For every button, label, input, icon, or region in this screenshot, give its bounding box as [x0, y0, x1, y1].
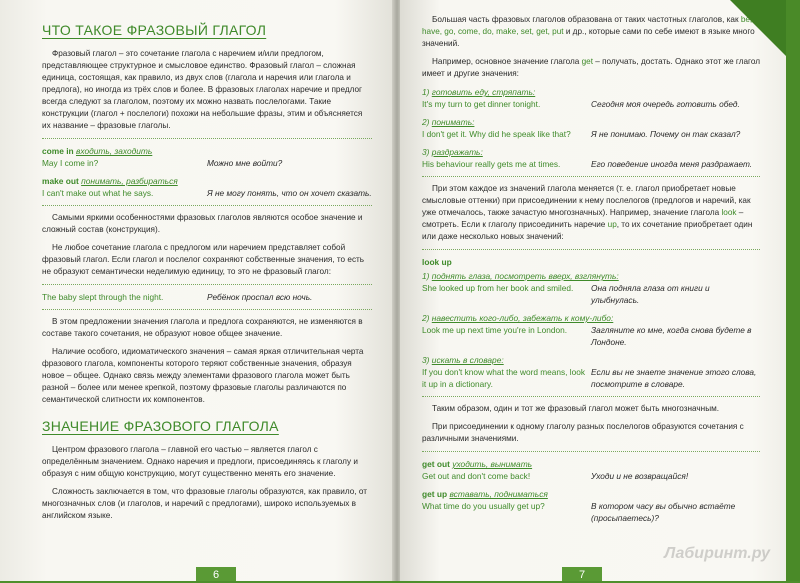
- dotted-divider: [42, 205, 372, 206]
- paragraph: Центром фразового глагола – главной его частью – является глагол с определённым значением. Однако наречия и предлоги, присоединяясь к глаголу и образуя с ним общую конструкцию, могут существенно менять его значение.: [42, 445, 358, 478]
- phrasal-verb: get up: [422, 489, 448, 499]
- paragraph: При этом каждое из значений глагола меняется (т. е. глагол приобретает новые смысловые оттенки) при присоединении к нему послелогов (предлогов и наречий, как уже отмечалось, также зачастую многозначных). Например, значение глагола look – смотреть. Если к глаголу присоединить наречие up, то их сочетание приобретает один или даже несколько новых значений:: [422, 184, 753, 241]
- meaning-heading: 1) поднять глаза, посмотреть вверх, взглянуть:: [422, 271, 619, 281]
- example-row: [422, 500, 760, 524]
- example-english: May I come in?: [42, 158, 99, 168]
- phrasal-verb: look up: [422, 257, 452, 267]
- phrasal-verb: get out: [422, 459, 450, 469]
- paragraph: Большая часть фразовых глаголов образована от таких частотных глаголов, как be, have, go, come, do, make, set, get, put и др., которые сами по себе имеют в языке много значений.: [422, 15, 755, 48]
- watermark: Лабиринт.ру: [664, 545, 770, 562]
- example-heading: [42, 145, 372, 157]
- example-russian: Если вы не знаете значение этого слова, посмотрите в словаре.: [591, 367, 757, 389]
- example-heading: [42, 175, 372, 187]
- meaning-heading: 3) раздражать:: [422, 147, 483, 157]
- example-english: His behaviour really gets me at times.: [422, 159, 561, 169]
- example-heading: [422, 458, 760, 470]
- example-english: I can't make out what he says.: [42, 188, 154, 198]
- example-russian: В котором часу вы обычно встаёте (просыпаетесь)?: [591, 501, 736, 523]
- example-heading: [422, 488, 760, 500]
- example-row: [42, 291, 372, 303]
- phrasal-verb-translation: уходить, вынимать: [452, 459, 533, 469]
- example-english: The baby slept through the night.: [42, 292, 164, 302]
- example-russian: Можно мне войти?: [207, 158, 283, 168]
- example-row: [422, 366, 760, 390]
- phrasal-verb-translation: понимать, разбираться: [81, 176, 178, 186]
- phrasal-verb: come in: [42, 146, 74, 156]
- dotted-divider: [422, 249, 760, 250]
- book-cover-edge-right: [786, 0, 800, 581]
- left-page: [0, 0, 394, 581]
- page-number: 6: [196, 567, 236, 581]
- example-russian: Сегодня моя очередь готовить обед.: [591, 99, 740, 109]
- example-russian: Она подняла глаза от книги и улыбнулась.: [591, 283, 710, 305]
- example-english: Get out and don't come back!: [422, 471, 531, 481]
- phrasal-verb-translation: входить, заходить: [75, 146, 153, 156]
- example-english: What time do you usually get up?: [422, 501, 545, 511]
- example-russian: Ребёнок проспал всю ночь.: [207, 292, 313, 302]
- dotted-divider: [422, 451, 760, 452]
- paragraph: Фразовый глагол – это сочетание глагола с наречием и/или предлогом, представляющее структурное и смысловое единство. Фразовый глагол – сложная единица, состоящая, как правило, из двух слов (глагола и наречия или глагола и предлога), но иногда из трёх слов и более. В фразовых глаголах наречие и предлог всегда следуют за глаголом, поэтому их можно назвать послелогами. Такие конструкции (глагол + послелоги) похожи на небольшие фразы, этим и объясняется их название – фразовые глаголы.: [42, 49, 363, 130]
- meaning-heading: 2) понимать:: [422, 117, 475, 127]
- paragraph: При присоединении к одному глаголу разных послелогов образуются сочетания с различными значениями.: [422, 422, 744, 443]
- example-row: [422, 128, 760, 140]
- paragraph: В этом предложении значения глагола и предлога сохраняются, не изменяются в составе такого сочетания, не образуют новое общее значение.: [42, 317, 363, 338]
- example-russian: Я не понимаю. Почему он так сказал?: [591, 129, 741, 139]
- example-row: [422, 324, 760, 348]
- example-row: [422, 158, 760, 170]
- meaning-heading: 1) готовить еду, стряпать:: [422, 87, 536, 97]
- paragraph: Таким образом, один и тот же фразовый глагол может быть многозначным.: [432, 404, 719, 413]
- example-english: She looked up from her book and smiled.: [422, 283, 574, 293]
- page-number: 7: [562, 567, 602, 581]
- highlighted-verb: get: [581, 57, 593, 66]
- example-row: [422, 282, 760, 306]
- dotted-divider: [422, 176, 760, 177]
- example-english: If you don't know what the word means, look it up in a dictionary.: [422, 367, 586, 389]
- dotted-divider: [42, 284, 372, 285]
- example-russian: Уходи и не возвращайся!: [591, 471, 689, 481]
- highlighted-verbs: be, have, go, come, do, make, set, get, put: [422, 15, 753, 36]
- dotted-divider: [42, 309, 372, 310]
- example-english: Look me up next time you're in London.: [422, 325, 568, 335]
- paragraph: Не любое сочетание глагола с предлогом или наречием представляет собой фразовый глагол. Если глагол и послелог сохраняют собственные значения, то есть не образуют семантически неделимую единицу, то это не фразовый глагол:: [42, 243, 365, 276]
- phrasal-verb-translation: вставать, подниматься: [449, 489, 548, 499]
- meaning-heading: 3) искать в словаре:: [422, 355, 504, 365]
- example-russian: Загляните ко мне, когда снова будете в Лондоне.: [591, 325, 752, 347]
- paragraph: Самыми яркими особенностями фразовых глаголов являются особое значение и сложный состав (конструкция).: [42, 213, 363, 234]
- phrasal-verb: make out: [42, 176, 79, 186]
- heading-what-is-phrasal-verb: ЧТО ТАКОЕ ФРАЗОВЫЙ ГЛАГОЛ: [42, 22, 267, 38]
- meaning-heading: 2) навестить кого-либо, забежать к кому-либо:: [422, 313, 614, 323]
- dotted-divider: [42, 138, 372, 139]
- paragraph: Сложность заключается в том, что фразовые глаголы образуются, как правило, от многозначных слов (и глаголов, и наречий с предлогами), широко используемых в английском языке.: [42, 487, 367, 520]
- example-row: [42, 187, 372, 199]
- example-russian: Его поведение иногда меня раздражает.: [591, 159, 753, 169]
- example-row: [42, 157, 372, 169]
- example-english: I don't get it. Why did he speak like that?: [422, 129, 571, 139]
- example-russian: Я не могу понять, что он хочет сказать.: [207, 188, 372, 198]
- right-page: [400, 0, 800, 581]
- example-row: [422, 98, 760, 110]
- example-row: [422, 470, 760, 482]
- dotted-divider: [422, 396, 760, 397]
- example-english: It's my turn to get dinner tonight.: [422, 99, 541, 109]
- paragraph: Например, основное значение глагола get – получать, достать. Однако этот же глагол имеет и другие значения:: [422, 57, 761, 78]
- paragraph: Наличие особого, идиоматического значения – самая яркая отличительная черта фразового глагола, компоненты которого теряют собственные значения, образуя новое – общее. Однако связь между элементами фразового глагола может быть разной – более или менее крепкой, поэтому фразовые глаголы различаются по семантической слитности их компонентов.: [42, 347, 364, 404]
- heading-phrasal-verb-meaning: ЗНАЧЕНИЕ ФРАЗОВОГО ГЛАГОЛА: [42, 418, 279, 434]
- example-heading: [422, 256, 760, 268]
